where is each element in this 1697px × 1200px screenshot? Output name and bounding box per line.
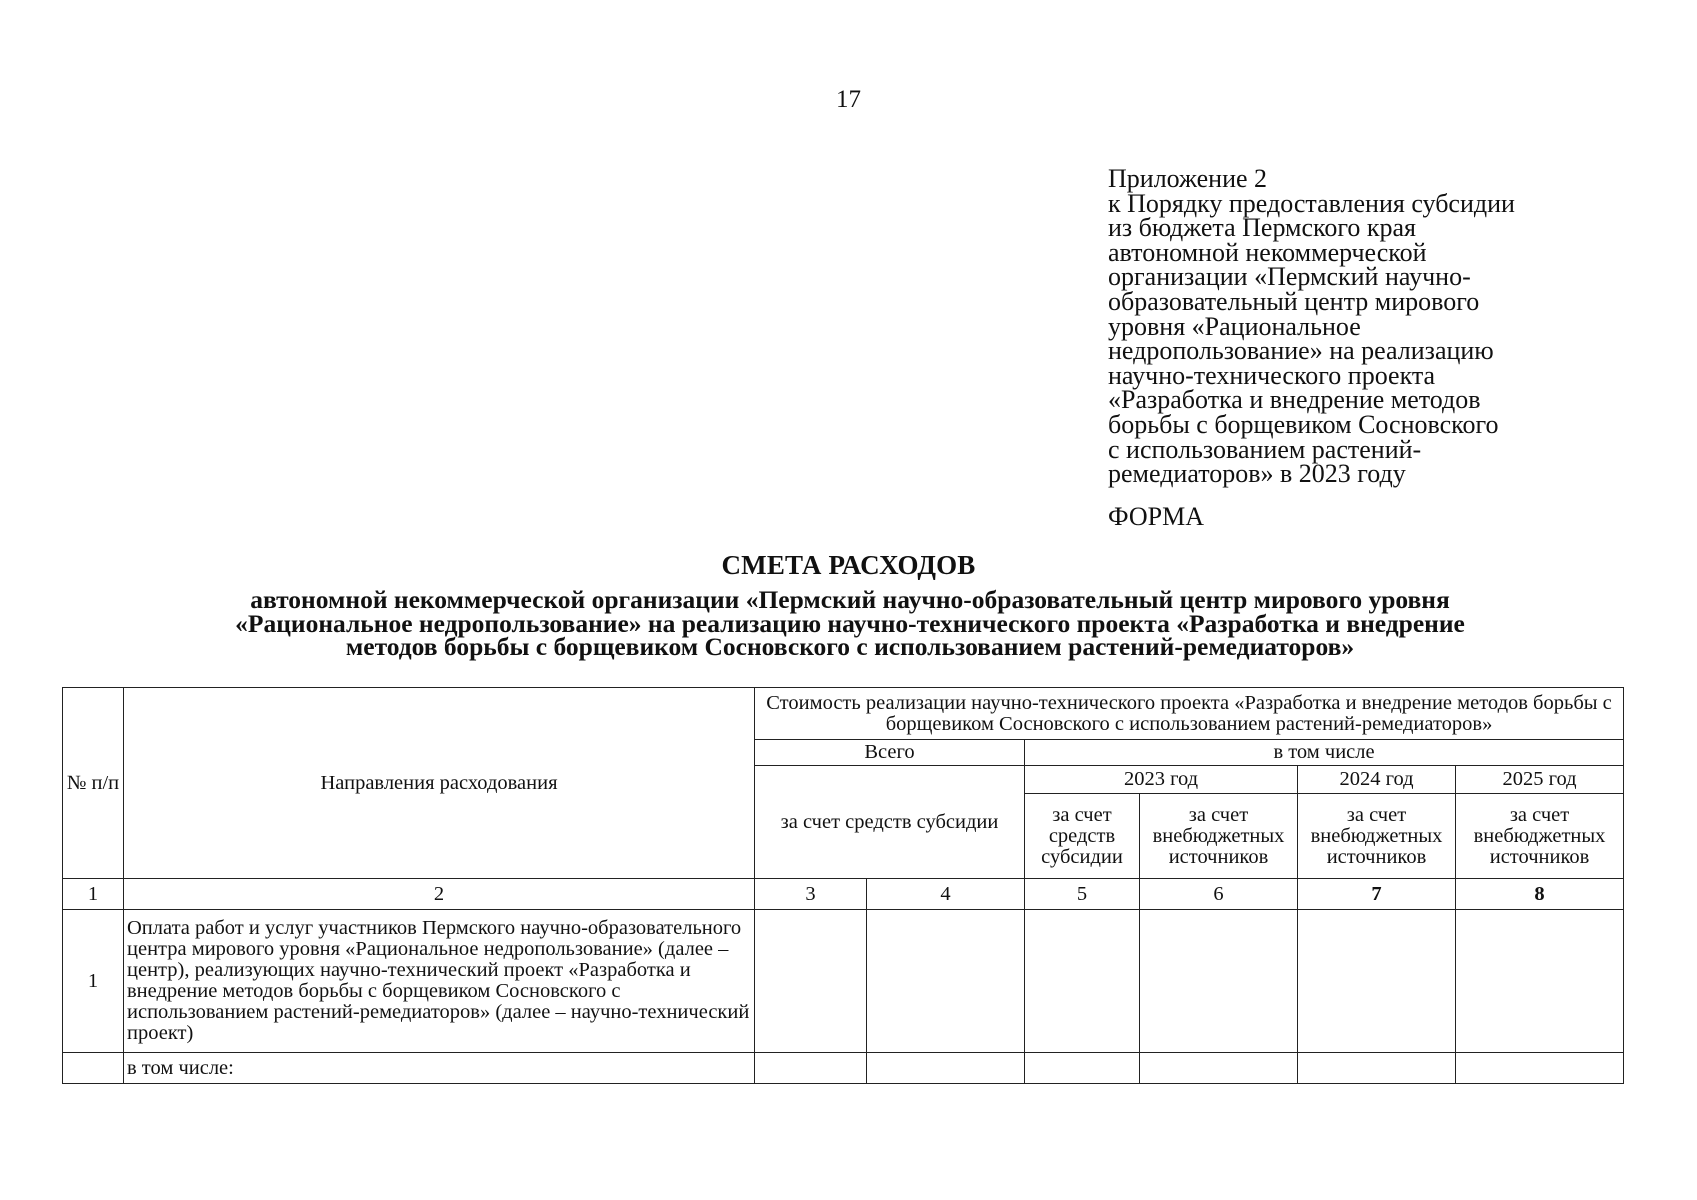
appendix-line: ремедиаторов» в 2023 году bbox=[1108, 459, 1406, 489]
value-cell bbox=[1298, 910, 1456, 1053]
value-cell bbox=[1456, 910, 1624, 1053]
header-including: в том числе bbox=[1025, 740, 1624, 766]
appendix-line: Приложение 2 bbox=[1108, 164, 1268, 193]
header-2023-extra-budget: за счет внебюджетных источников bbox=[1140, 794, 1298, 879]
column-number: 1 bbox=[63, 879, 124, 910]
appendix-line: организации «Пермский научно- bbox=[1108, 262, 1471, 292]
document-subtitle bbox=[140, 585, 1560, 661]
value-cell bbox=[1298, 1053, 1456, 1084]
appendix-line: научно-технического проекта bbox=[1108, 360, 1436, 390]
header-2025-extra-budget: за счет внебюджетных источников bbox=[1456, 794, 1624, 879]
appendix-line: борьбы с борщевиком Сосновского bbox=[1108, 409, 1499, 439]
column-number: 7 bbox=[1298, 879, 1456, 910]
row-direction: Оплата работ и услуг участников Пермского научно-образовательного центра мирового уровня «Рациональное недропользование» (далее – центр), реализующих научно-технический проект «Разработка и внедрение методов борьбы с борщевиком Сосновского с использованием растений-ремедиаторов» (далее – научно-технический проект) bbox=[124, 910, 755, 1053]
column-number: 2 bbox=[124, 879, 755, 910]
appendix-line: «Разработка и внедрение методов bbox=[1108, 385, 1481, 415]
column-number: 3 bbox=[755, 879, 867, 910]
appendix-line: уровня «Рациональное bbox=[1108, 311, 1361, 341]
row-num: 1 bbox=[63, 910, 124, 1053]
header-cost: Стоимость реализации научно-технического проекта «Разработка и внедрение методов борьбы с борщевиком Сосновского с использованием растений-ремедиаторов» bbox=[755, 688, 1624, 740]
value-cell bbox=[1025, 1053, 1140, 1084]
document-title: СМЕТА РАСХОДОВ bbox=[721, 550, 976, 580]
header-2024-extra-budget: за счет внебюджетных источников bbox=[1298, 794, 1456, 879]
column-number: 8 bbox=[1456, 879, 1624, 910]
column-number: 5 bbox=[1025, 879, 1140, 910]
expense-table bbox=[62, 687, 1624, 1084]
column-number: 6 bbox=[1140, 879, 1298, 910]
header-2023-subsidy: за счет средств субсидии bbox=[1025, 794, 1140, 879]
page-number: 17 bbox=[836, 86, 861, 113]
value-cell bbox=[755, 1053, 867, 1084]
value-cell bbox=[1456, 1053, 1624, 1084]
header-total: Всего bbox=[755, 740, 1025, 766]
subtitle-line: методов борьбы с борщевиком Сосновского с использованием растений-ремедиаторов» bbox=[345, 632, 1355, 661]
subtitle-line: автономной некоммерческой организации «Пермский научно-образовательный центр мирового уровня bbox=[250, 585, 1450, 614]
column-number-row bbox=[63, 879, 1624, 910]
header-year-2025: 2025 год bbox=[1456, 766, 1624, 794]
row-direction: в том числе: bbox=[124, 1053, 755, 1084]
value-cell bbox=[1140, 1053, 1298, 1084]
header-total-subsidy: за счет средств субсидии bbox=[755, 766, 1025, 879]
header-year-2023: 2023 год bbox=[1025, 766, 1298, 794]
table-row bbox=[63, 910, 1624, 1053]
subtitle-line: «Рациональное недропользование» на реализацию научно-технического проекта «Разработка и внедрение bbox=[235, 608, 1465, 638]
value-cell bbox=[867, 1053, 1025, 1084]
appendix-line: к Порядку предоставления субсидии bbox=[1108, 188, 1515, 218]
appendix-line: с использованием растений- bbox=[1108, 434, 1422, 464]
appendix-line: образовательный центр мирового bbox=[1108, 286, 1480, 316]
form-label: ФОРМА bbox=[1108, 502, 1204, 531]
header-num: № п/п bbox=[63, 688, 124, 879]
appendix-line: автономной некоммерческой bbox=[1108, 237, 1427, 267]
table-row bbox=[63, 1053, 1624, 1084]
value-cell bbox=[1140, 910, 1298, 1053]
appendix-block bbox=[1108, 164, 1568, 489]
appendix-line: недропользование» на реализацию bbox=[1108, 336, 1494, 366]
value-cell bbox=[1025, 910, 1140, 1053]
row-num bbox=[63, 1053, 124, 1084]
column-number: 4 bbox=[867, 879, 1025, 910]
header-year-2024: 2024 год bbox=[1298, 766, 1456, 794]
value-cell bbox=[755, 910, 867, 1053]
header-direction: Направления расходования bbox=[124, 688, 755, 879]
appendix-line: из бюджета Пермского края bbox=[1108, 213, 1417, 243]
value-cell bbox=[867, 910, 1025, 1053]
